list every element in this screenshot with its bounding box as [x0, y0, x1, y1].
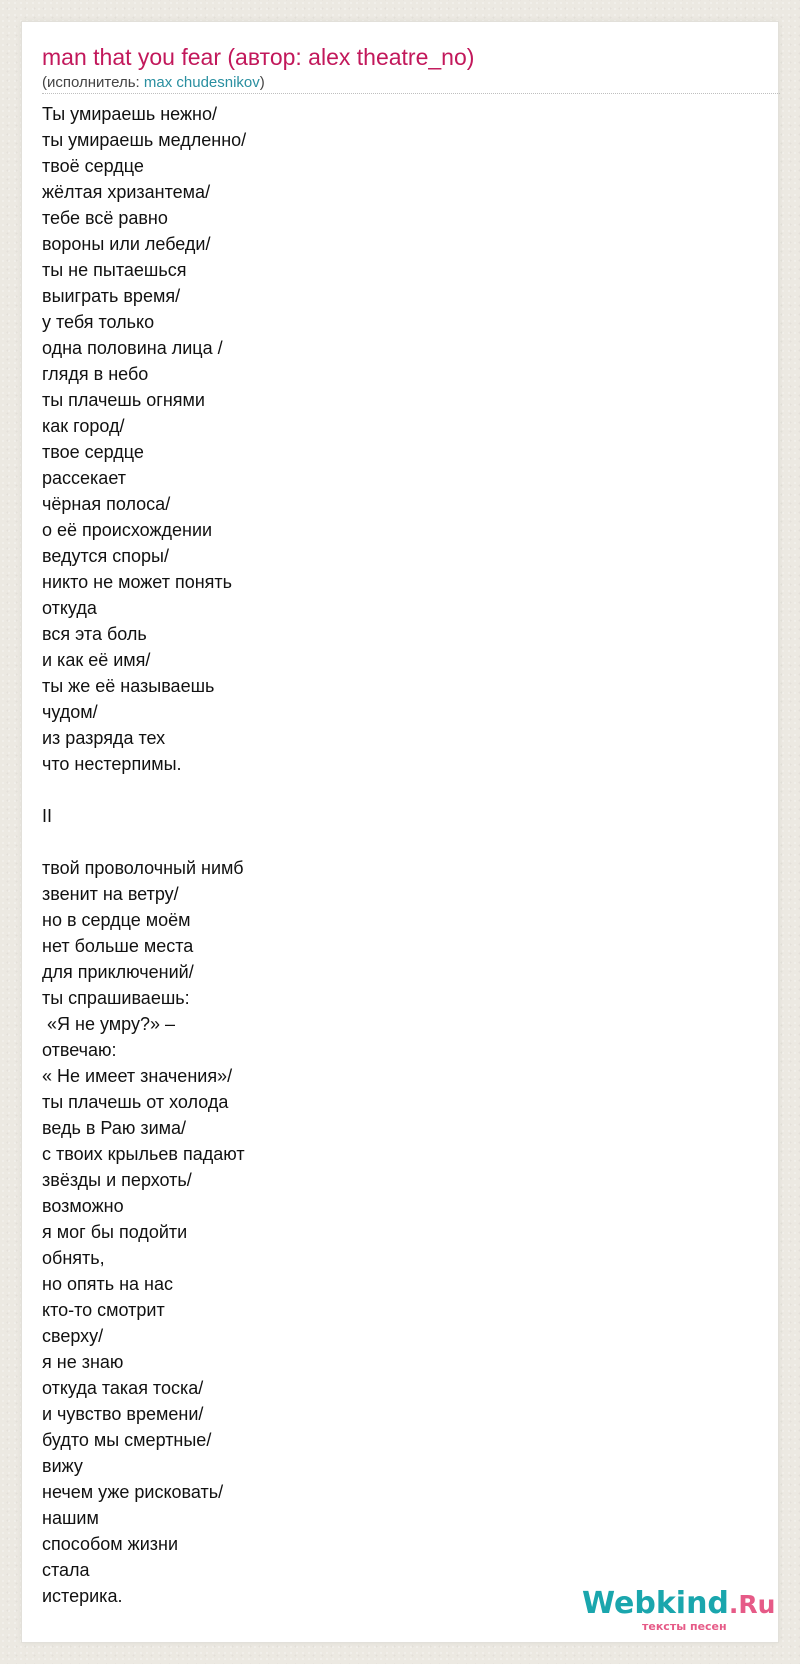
lyric-line: глядя в небо — [42, 364, 149, 384]
lyric-line: ты спрашиваешь: — [42, 988, 190, 1008]
lyric-line: одна половина лица / — [42, 338, 223, 358]
lyric-line: вся эта боль — [42, 624, 147, 644]
lyric-line: способом жизни — [42, 1534, 179, 1554]
lyric-line: Ты умираешь нежно/ — [42, 104, 217, 124]
lyric-line: вороны или лебеди/ — [42, 234, 211, 254]
lyrics-card — [22, 22, 778, 1642]
performer-line — [42, 73, 265, 93]
lyric-line: сверху/ — [42, 1326, 104, 1346]
lyric-line: и как её имя/ — [42, 650, 151, 670]
lyric-line: тебе всё равно — [42, 208, 168, 228]
lyric-line: чёрная полоса/ — [42, 494, 171, 514]
lyric-line: нашим — [42, 1508, 99, 1528]
lyric-line: нет больше места — [42, 936, 194, 956]
lyric-line: для приключений/ — [42, 962, 194, 982]
lyric-line — [42, 829, 742, 855]
lyric-line: я мог бы подойти — [42, 1222, 188, 1242]
lyric-line: и чувство времени/ — [42, 1404, 204, 1424]
performer-link[interactable]: max chudesnikov — [143, 74, 260, 91]
lyric-line: ведутся споры/ — [42, 546, 169, 566]
performer-prefix: (исполнитель: — [42, 74, 144, 91]
lyric-line: звенит на ветру/ — [42, 884, 179, 904]
webkind-logo[interactable] — [582, 1586, 782, 1644]
logo-web-text: Webkind — [582, 1586, 729, 1621]
lyric-line: II — [42, 806, 53, 826]
lyric-line: с твоих крыльев падают — [42, 1144, 245, 1164]
lyric-line: никто не может понять — [42, 572, 233, 592]
header-divider — [42, 93, 780, 94]
lyric-line: ты плачешь от холода — [42, 1092, 229, 1112]
lyrics-body — [42, 101, 742, 1609]
song-title: man that you fear (автор: alex theatre_no) — [42, 44, 475, 70]
lyric-line: я не знаю — [42, 1352, 124, 1372]
lyric-line: но в сердце моём — [42, 910, 191, 930]
lyric-line: откуда такая тоска/ — [42, 1378, 204, 1398]
lyric-line: возможно — [42, 1196, 124, 1216]
lyric-line: кто-то смотрит — [42, 1300, 165, 1320]
lyric-line: но опять на нас — [42, 1274, 173, 1294]
lyric-line: нечем уже рисковать/ — [42, 1482, 224, 1502]
lyric-line: о её происхождении — [42, 520, 213, 540]
logo-tagline: тексты песен — [642, 1620, 727, 1633]
lyric-line: чудом/ — [42, 702, 98, 722]
lyric-line: ты не пытаешься — [42, 260, 187, 280]
lyric-line: твой проволочный нимб — [42, 858, 244, 878]
lyric-line: звёзды и перхоть/ — [42, 1170, 192, 1190]
lyric-line: ты плачешь огнями — [42, 390, 205, 410]
lyric-line: жёлтая хризантема/ — [42, 182, 211, 202]
lyric-line: обнять, — [42, 1248, 105, 1268]
lyric-line: стала — [42, 1560, 90, 1580]
lyric-line: выиграть время/ — [42, 286, 181, 306]
lyric-line: твоё сердце — [42, 156, 144, 176]
lyric-line: из разряда тех — [42, 728, 166, 748]
lyric-line: будто мы смертные/ — [42, 1430, 212, 1450]
lyric-line: откуда — [42, 598, 97, 618]
lyric-line: « Не имеет значения»/ — [42, 1066, 233, 1086]
lyric-line: твое сердце — [42, 442, 144, 462]
lyric-line — [42, 777, 742, 803]
lyric-line: ты умираешь медленно/ — [42, 130, 247, 150]
lyric-line: у тебя только — [42, 312, 155, 332]
logo-ru-text: .Ru — [728, 1590, 776, 1619]
lyric-line: что нестерпимы. — [42, 754, 182, 774]
performer-suffix: ) — [259, 74, 265, 91]
lyric-line: отвечаю: — [42, 1040, 117, 1060]
lyric-line: ведь в Раю зима/ — [42, 1118, 187, 1138]
lyric-line: вижу — [42, 1456, 83, 1476]
lyric-line: ты же её называешь — [42, 676, 215, 696]
lyric-line: как город/ — [42, 416, 125, 436]
lyric-line: «Я не умру?» – — [42, 1014, 175, 1034]
lyric-line: истерика. — [42, 1586, 123, 1606]
lyric-line: рассекает — [42, 468, 126, 488]
logo-wordmark — [582, 1586, 775, 1623]
